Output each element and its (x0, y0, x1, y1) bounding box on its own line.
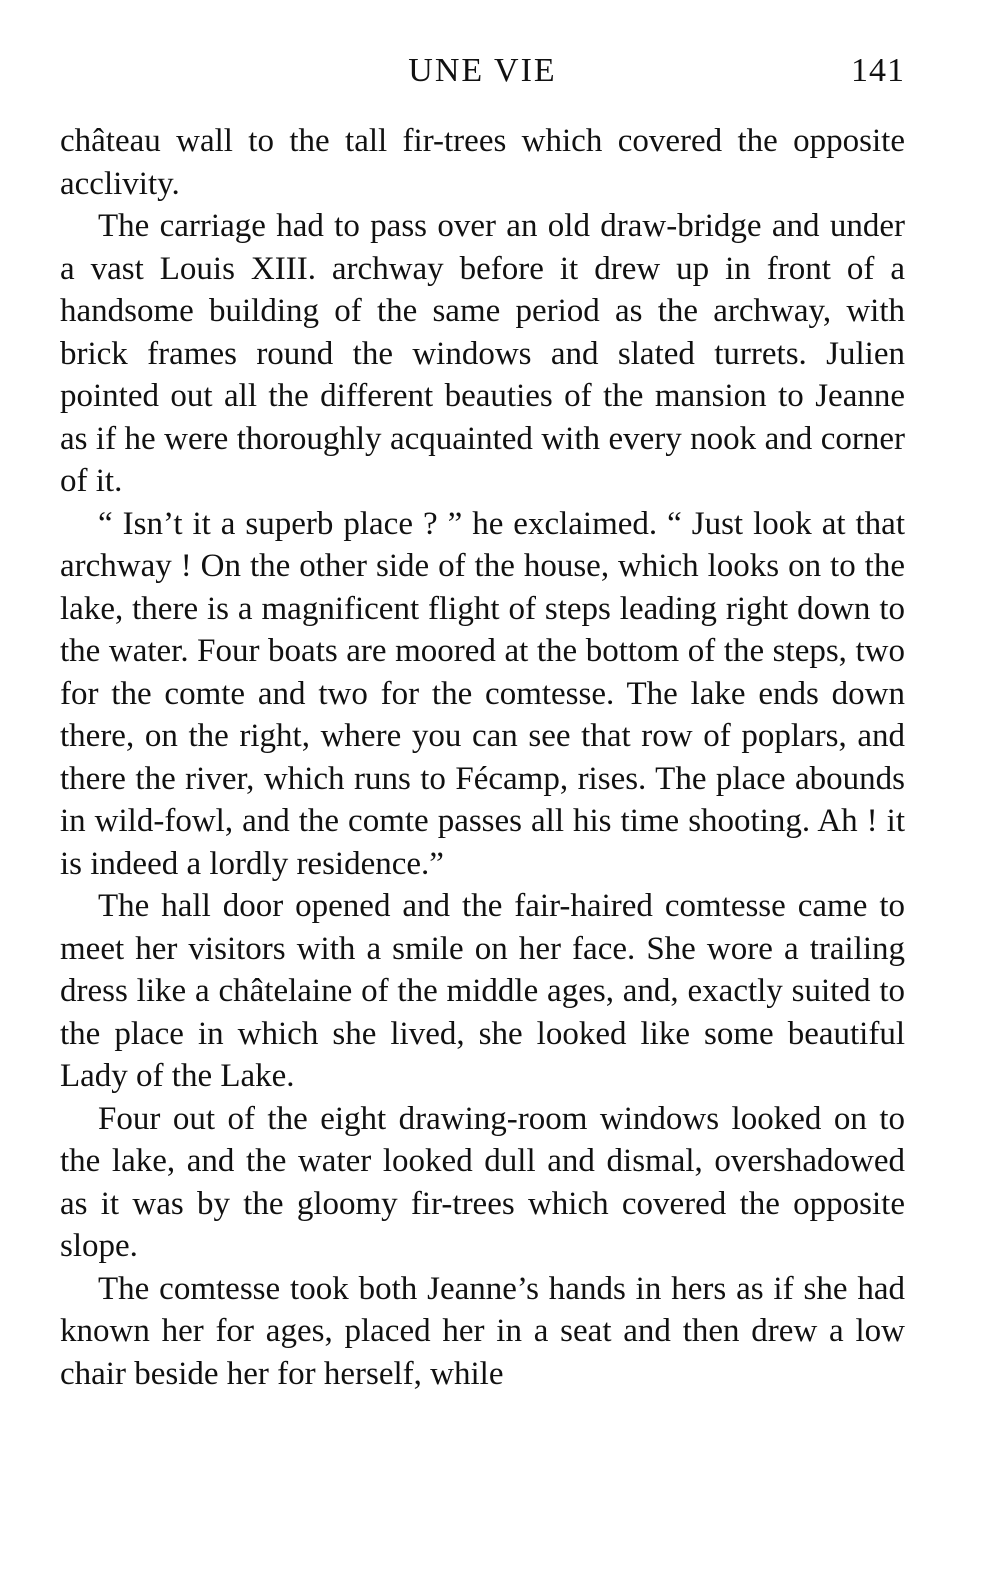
page-number: 141 (851, 52, 905, 89)
body-text (60, 120, 905, 1395)
paragraph-comtesse-greeting: The hall door opened and the fair-haired comtesse came to meet her visitors with a smile on her face. She wore a trailing dress like a châtelaine of the middle ages, and, exactly suited to the place in which she lived, she looked like some beautiful Lady of the Lake. (60, 888, 905, 1094)
paragraph-drawing-room: Four out of the eight drawing-room windows looked on to the lake, and the water looked dull and dismal, overshadowed as it was by the gloomy fir-trees which covered the opposite slope. (60, 1100, 905, 1264)
paragraph-continuation: château wall to the tall fir-trees which covered the opposite acclivity. (60, 123, 905, 202)
paragraph-carriage: The carriage had to pass over an old draw-bridge and under a vast Louis XIII. archway before it drew up in front of a handsome building of the same period as the archway, with brick frames round the windows and slated turrets. Julien pointed out all the different beauties of the mansion to Jeanne as if he were thoroughly acquainted with every nook and corner of it. (60, 208, 905, 499)
running-head (60, 48, 905, 94)
running-title: UNE VIE (408, 52, 557, 89)
paragraph-hands: The comtesse took both Jeanne’s hands in hers as if she had known her for ages, placed her in a seat and then drew a low chair beside her for herself, while (60, 1270, 905, 1392)
paragraph-julien-speech: “ Isn’t it a superb place ? ” he exclaimed. “ Just look at that archway ! On the other side of the house, which looks on to the lake, there is a magnificent flight of steps leading right down to the water. Four boats are moored at the bottom of the steps, two for the comte and two for the comtesse. The lake ends down there, on the right, where you can see that row of poplars, and there the river, which runs to Fécamp, rises. The place abounds in wild-fowl, and the comte passes all his time shooting. Ah ! it is indeed a lordly residence.” (60, 505, 905, 882)
